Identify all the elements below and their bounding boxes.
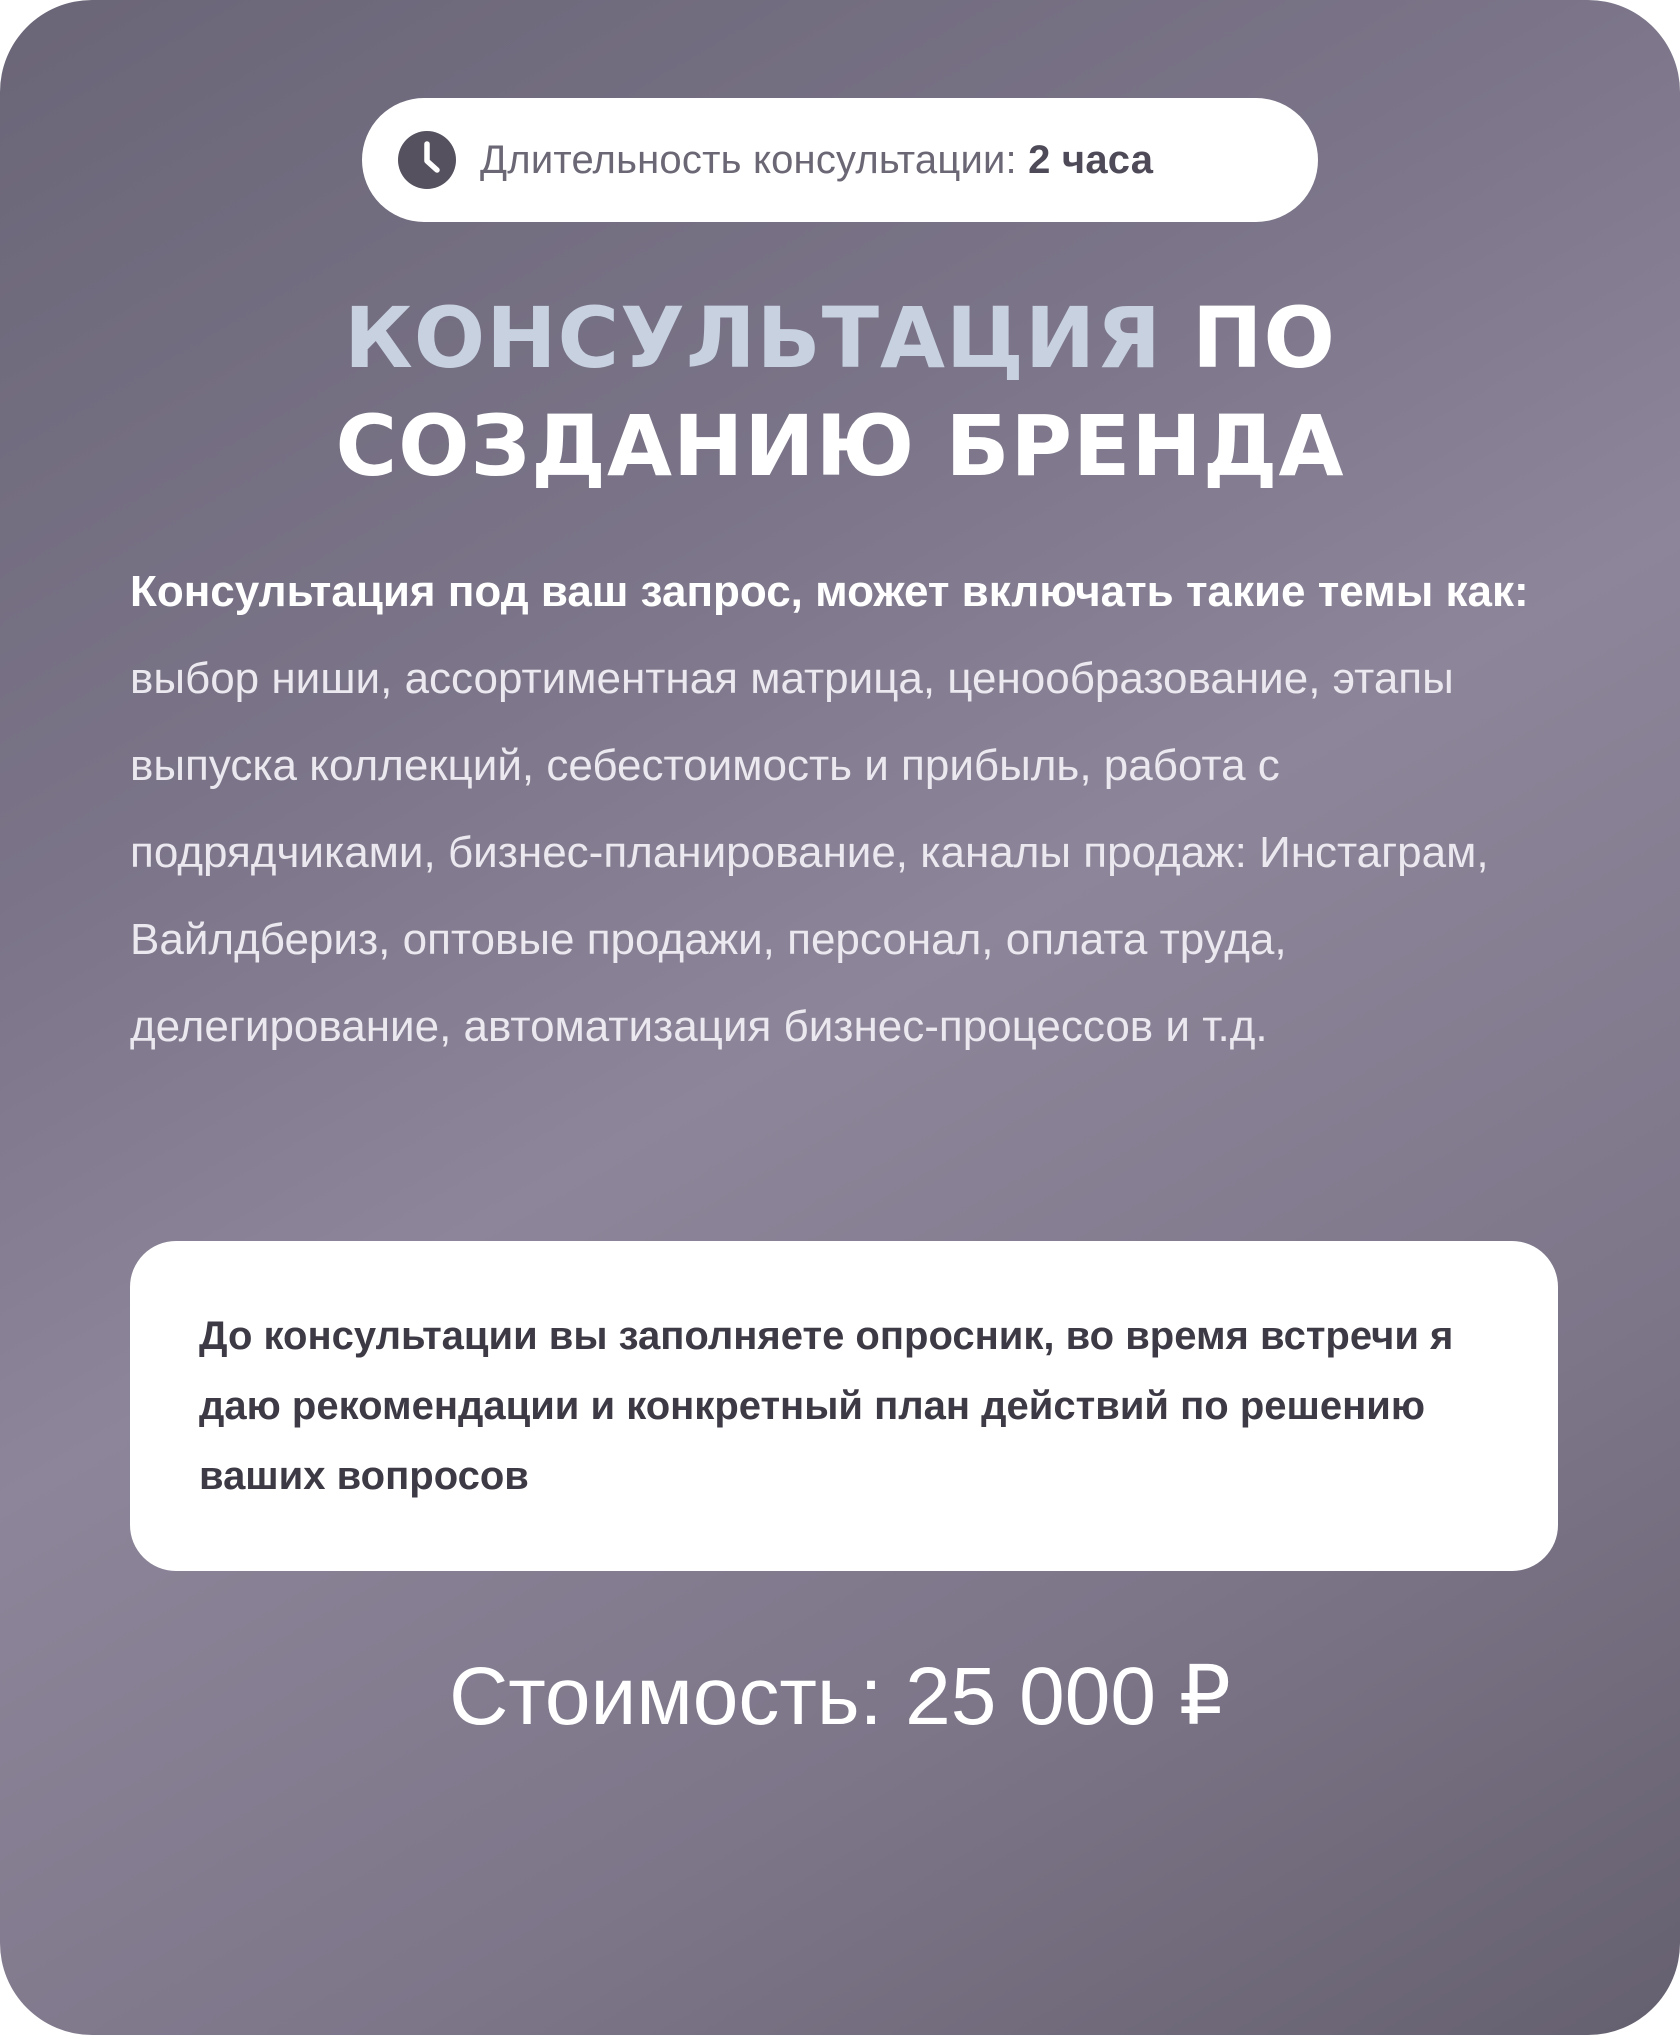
description-lead: Консультация под ваш запрос, может включать такие темы как: — [130, 567, 1529, 616]
title-accent: КОНСУЛЬТАЦИЯ — [344, 289, 1162, 387]
price: Стоимость: 25 000 ₽ — [449, 1651, 1231, 1742]
title-line2: СОЗДАНИЮ БРЕНДА — [335, 397, 1345, 495]
clock-icon — [398, 131, 456, 189]
duration-value: 2 часа — [1028, 137, 1154, 182]
description — [130, 548, 1590, 1070]
title-line1-rest: ПО — [1161, 289, 1336, 387]
page-title — [0, 284, 1680, 500]
description-body: выбор ниши, ассортиментная матрица, ценообразование, этапы выпуска коллекций, себестоимость и прибыль, работа с подрядчиками, бизнес-планирование, каналы продаж: Инстаграм, Вайлдбериз, оптовые продажи, персонал, оплата труда, делегирование, автоматизация бизнес-процессов и т.д. — [130, 654, 1489, 1051]
duration-label: Длительность консультации: — [480, 137, 1029, 182]
info-text: До консультации вы заполняете опросник, во время встречи я даю рекомендации и конкретный план действий по решению ваших вопросов — [199, 1314, 1454, 1498]
duration-badge — [362, 98, 1318, 222]
duration-text — [480, 138, 1153, 183]
info-box — [130, 1241, 1558, 1571]
